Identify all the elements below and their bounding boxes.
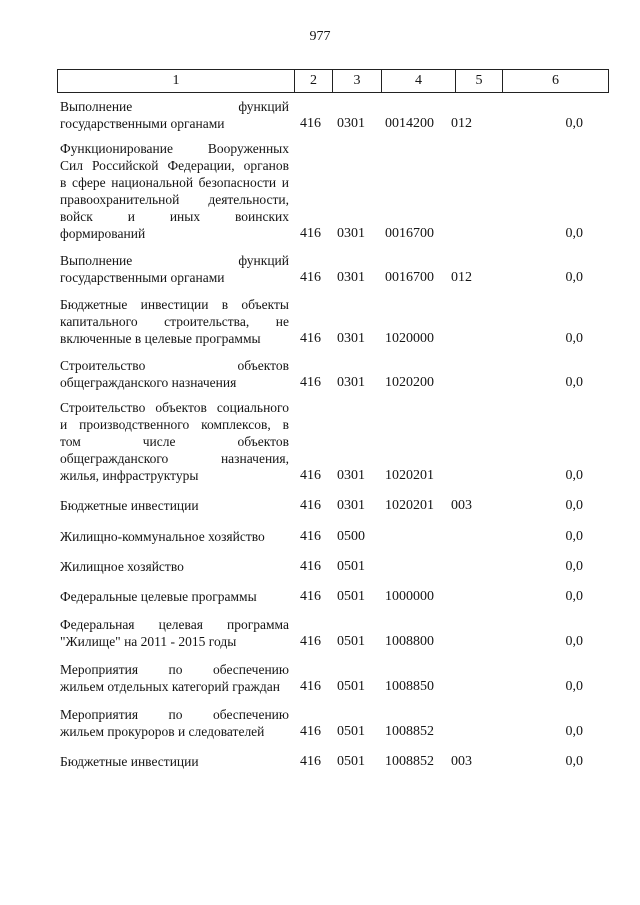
row-code-rz: 0501 xyxy=(337,634,365,649)
row-name-line: государственными органами xyxy=(60,116,225,131)
row-code-csr: 1008800 xyxy=(385,634,434,649)
table-row xyxy=(0,528,640,545)
row-name-line: жильем прокуроров и следователей xyxy=(60,724,265,739)
row-amount: 0,0 xyxy=(565,679,583,694)
row-amount: 0,0 xyxy=(565,529,583,544)
row-name xyxy=(60,98,289,132)
header-cell-6: 6 xyxy=(552,73,559,88)
row-name-line: Выполнение функций xyxy=(60,99,289,114)
row-code-rz: 0301 xyxy=(337,468,365,483)
header-cell-1: 1 xyxy=(58,70,295,92)
row-name-line: войск и иных воинских xyxy=(60,209,289,224)
row-name-line: жилья, инфраструктуры xyxy=(60,468,199,483)
row-code-gr: 416 xyxy=(300,116,321,131)
row-code-rz: 0501 xyxy=(337,559,365,574)
row-code-vr: 003 xyxy=(451,754,472,769)
row-amount: 0,0 xyxy=(565,270,583,285)
row-name-line: правоохранительной деятельности, xyxy=(60,192,289,207)
row-code-gr: 416 xyxy=(300,754,321,769)
row-code-gr: 416 xyxy=(300,468,321,483)
row-name-line: формирований xyxy=(60,226,146,241)
row-code-gr: 416 xyxy=(300,331,321,346)
page-number: 977 xyxy=(309,29,331,44)
row-amount: 0,0 xyxy=(565,468,583,483)
table-row xyxy=(0,98,640,132)
table-row xyxy=(0,706,640,740)
row-code-csr: 0014200 xyxy=(385,116,434,131)
row-name xyxy=(60,296,289,347)
row-code-gr: 416 xyxy=(300,375,321,390)
row-code-csr: 1008850 xyxy=(385,679,434,694)
row-code-csr: 1020201 xyxy=(385,498,434,513)
row-code-gr: 416 xyxy=(300,226,321,241)
row-name xyxy=(60,661,289,695)
row-name-line: Жилищно-коммунальное хозяйство xyxy=(60,529,265,544)
row-amount: 0,0 xyxy=(565,116,583,131)
table-row xyxy=(0,661,640,695)
row-code-gr: 416 xyxy=(300,498,321,513)
table-row xyxy=(0,616,640,650)
row-name-line: жильем отдельных категорий граждан xyxy=(60,679,280,694)
row-code-csr: 1000000 xyxy=(385,589,434,604)
header-cell-5: 5 xyxy=(456,70,503,92)
table-row xyxy=(0,357,640,391)
row-amount: 0,0 xyxy=(565,724,583,739)
row-code-gr: 416 xyxy=(300,634,321,649)
row-amount: 0,0 xyxy=(565,331,583,346)
header-cell-4: 4 xyxy=(382,70,456,92)
row-name-line: общегражданского назначения, xyxy=(60,451,289,466)
header-cell-3: 3 xyxy=(333,70,382,92)
row-code-rz: 0301 xyxy=(337,331,365,346)
row-name xyxy=(60,588,289,605)
row-code-gr: 416 xyxy=(300,529,321,544)
row-name-line: Жилищное хозяйство xyxy=(60,559,184,574)
row-name-line: Федеральная целевая программа xyxy=(60,617,289,632)
table-row xyxy=(0,753,640,770)
header-cell-2: 2 xyxy=(295,70,333,92)
row-name xyxy=(60,558,289,575)
row-name-line: и производственного комплексов, в xyxy=(60,417,289,432)
row-code-rz: 0301 xyxy=(337,116,365,131)
row-name-line: государственными органами xyxy=(60,270,225,285)
row-code-rz: 0501 xyxy=(337,754,365,769)
table-row xyxy=(0,296,640,347)
table-row xyxy=(0,399,640,484)
row-code-csr: 1020201 xyxy=(385,468,434,483)
row-name xyxy=(60,753,289,770)
row-name-line: Федеральные целевые программы xyxy=(60,589,257,604)
row-code-rz: 0301 xyxy=(337,226,365,241)
row-name-line: Бюджетные инвестиции xyxy=(60,754,199,769)
row-code-rz: 0301 xyxy=(337,498,365,513)
row-name-line: Строительство объектов социального xyxy=(60,400,289,415)
table-row xyxy=(0,140,640,242)
row-name-line: в сфере национальной безопасности и xyxy=(60,175,289,190)
table-row xyxy=(0,497,640,514)
row-amount: 0,0 xyxy=(565,589,583,604)
row-code-gr: 416 xyxy=(300,679,321,694)
row-code-rz: 0501 xyxy=(337,724,365,739)
table-row xyxy=(0,252,640,286)
row-name-line: "Жилище" на 2011 - 2015 годы xyxy=(60,634,237,649)
table-row xyxy=(0,558,640,575)
row-code-csr: 1020200 xyxy=(385,375,434,390)
row-code-csr: 1020000 xyxy=(385,331,434,346)
row-code-gr: 416 xyxy=(300,724,321,739)
row-name-line: том числе объектов xyxy=(60,434,289,449)
row-name-line: Бюджетные инвестиции xyxy=(60,498,199,513)
row-name-line: Выполнение функций xyxy=(60,253,289,268)
row-name-line: капитального строительства, не xyxy=(60,314,289,329)
row-code-gr: 416 xyxy=(300,270,321,285)
row-amount: 0,0 xyxy=(565,226,583,241)
row-amount: 0,0 xyxy=(565,559,583,574)
row-code-rz: 0501 xyxy=(337,589,365,604)
row-amount: 0,0 xyxy=(565,754,583,769)
row-name xyxy=(60,140,289,242)
row-name-line: включенные в целевые программы xyxy=(60,331,261,346)
row-code-vr: 012 xyxy=(451,116,472,131)
row-code-rz: 0501 xyxy=(337,679,365,694)
row-amount: 0,0 xyxy=(565,498,583,513)
row-code-csr: 0016700 xyxy=(385,270,434,285)
row-name xyxy=(60,616,289,650)
row-name-line: Бюджетные инвестиции в объекты xyxy=(60,297,289,312)
row-name xyxy=(60,399,289,484)
row-name xyxy=(60,497,289,514)
row-code-csr: 1008852 xyxy=(385,724,434,739)
row-name-line: Мероприятия по обеспечению xyxy=(60,707,289,722)
row-code-vr: 003 xyxy=(451,498,472,513)
row-name-line: Сил Российской Федерации, органов xyxy=(60,158,289,173)
row-code-rz: 0500 xyxy=(337,529,365,544)
row-code-csr: 1008852 xyxy=(385,754,434,769)
row-name xyxy=(60,357,289,391)
row-name xyxy=(60,528,289,545)
row-name-line: Мероприятия по обеспечению xyxy=(60,662,289,677)
row-name xyxy=(60,706,289,740)
row-code-rz: 0301 xyxy=(337,375,365,390)
row-name-line: Функционирование Вооруженных xyxy=(60,141,289,156)
row-code-gr: 416 xyxy=(300,589,321,604)
row-code-rz: 0301 xyxy=(337,270,365,285)
row-name-line: Строительство объектов xyxy=(60,358,289,373)
row-name xyxy=(60,252,289,286)
table-row xyxy=(0,588,640,605)
row-code-gr: 416 xyxy=(300,559,321,574)
row-code-csr: 0016700 xyxy=(385,226,434,241)
row-amount: 0,0 xyxy=(565,375,583,390)
row-code-vr: 012 xyxy=(451,270,472,285)
row-name-line: общегражданского назначения xyxy=(60,375,237,390)
row-amount: 0,0 xyxy=(565,634,583,649)
